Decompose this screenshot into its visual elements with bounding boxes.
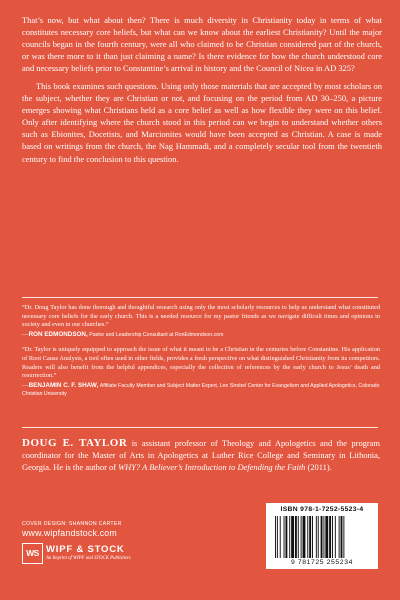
divider-bottom [22,427,378,428]
barcode-bar [301,516,302,558]
author-bio-text: is assistant professor of Theology and Apologetics and the program coordinator for the Master of Arts in Apologetics at Luther Rice College and Seminary in Lithonia, Georgia. He is the author of [22,438,380,472]
endorsement-attribution: —BENJAMIN C. F. SHAW, Affiliate Faculty Member and Subject Matter Expert, Lee Strobel Center for Evangelism and Applied Apologetics, Colorado Christian University [22,381,380,398]
barcode-bar [284,516,285,558]
publisher-url: www.wipfandstock.com [22,528,117,538]
publisher-imprint: An Imprint of WIPF and STOCK Publishers [46,556,131,561]
divider-top [22,297,378,298]
barcode-bar [343,516,344,558]
endorsement-1 [22,304,380,339]
barcode-bar [303,516,306,558]
barcode-bar [316,516,317,558]
barcode-bar [325,516,328,558]
endorser-name: RON EDMONDSON, [28,330,88,338]
barcode-bar [332,516,333,558]
publisher-logo-icon: WS [22,543,43,564]
endorsement-attribution: —RON EDMONDSON, Pastor and Leadership Consultant at RonEdmondson.com [22,330,224,338]
author-book-title: WHY? A Believer’s Introduction to Defending the Faith [118,462,306,472]
barcode-bar [341,516,343,558]
isbn-label: ISBN 978-1-7252-5523-4 [280,506,364,513]
barcode-bar [318,516,319,558]
blurb-paragraph-1: That’s now, but what about then? There is much diversity in Christianity today in terms of what constitutes necessary core beliefs, but what can we know about the earliest Christianity? Until the major councils began in the fourth century, were all who claimed to be Christian considered part of the church, or was there more to it than just claiming a name? Is there evidence for how the church understood core and necessary beliefs prior to Constantine’s arrival in history and the Council of Nicea in AD 325? [22,15,382,74]
blurb-paragraph-2: This book examines such questions. Using only those materials that are accepted by most scholars on the subject, whether they are Christian or not, and focusing on the period from AD 30–250, a picture emerges showing what Christians held as a core belief as well as how flexible they were on this belief. Only after identifying where the church stood in this period can we begin to understand whether others such as Ebionites, Docetists, and Marcionites would have been accepted as Christian. A case is made based on writings from the church, the Nag Hammadi, and a completely secular tool from the twentieth century to find the conclusion to this question. [22,81,382,164]
barcode-bar [335,516,336,558]
author-bio [22,437,380,473]
barcode-icon [273,516,371,558]
back-cover-blurb [22,14,382,165]
barcode-bar [291,516,294,558]
barcode-bar [307,516,308,558]
endorser-name: BENJAMIN C. F. SHAW, [28,381,99,389]
author-bio-text-end: (2011). [305,462,332,472]
endorser-title: Pastor and Leadership Consultant at RonEdmondson.com [89,331,224,338]
barcode-bar [285,516,287,558]
barcode-bar [280,516,281,558]
endorsement-2 [22,346,380,399]
cover-design-credit: COVER DESIGN: SHANNON CARTER [22,521,122,527]
barcode-bar [298,516,299,558]
endorsement-quote: “Dr. Taylor is uniquely equipped to approach the issue of what it meant to be a Christian in the centuries before Constantine. His application of Root Cause Analysis, a tool often used in other fields, provides a fresh perspective on what distinguished Christianity from its competitors. Readers will also benefit from the helpful appendices, especially the collection of references by the early church to Jesus’ death and resurrection.” [22,346,380,380]
author-name: DOUG E. TAYLOR [22,437,128,449]
barcode-bar [289,516,290,558]
barcode-bar [309,516,311,558]
barcode-bar [275,516,276,558]
endorsement-quote: “Dr. Doug Taylor has done thorough and thoughtful research using only the most scholarly resources to help us understand what constituted necessary core beliefs for the early church. This is a needed resource for my pastor friends as we navigate difficult times and opinions in society and even in our churches.” [22,304,380,329]
endorsements [22,304,380,406]
barcode-bar [312,516,313,558]
barcode-bar [295,516,297,558]
publisher-name: WIPF & STOCK [46,544,125,555]
endorser-title: Affiliate Faculty Member and Subject Matter Expert, Lee Strobel Center for Evangelism and Applied Apologetics, Colorado Christian University [22,382,380,398]
barcode-bar [323,516,324,558]
barcode-digits: 9 781725 255234 [291,559,353,566]
barcode-bar [329,516,331,558]
barcode-bar [321,516,323,558]
barcode-bar [339,516,340,558]
isbn-barcode-panel [266,503,378,569]
barcode-bar [277,516,278,558]
